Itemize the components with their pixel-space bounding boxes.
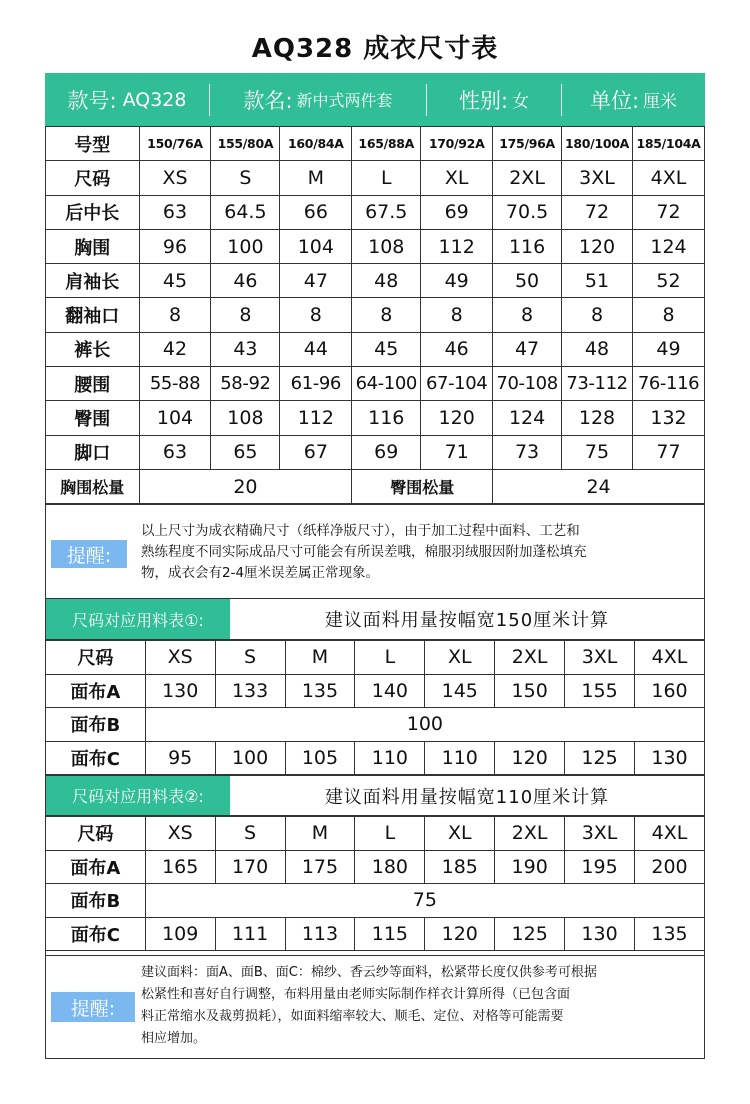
fabric-cell: 100 [215, 741, 285, 775]
size-cell: 70.5 [493, 195, 562, 229]
fabric-table-2-title: 尺码对应用料表②: [46, 776, 230, 815]
size-cell: 63 [139, 195, 211, 229]
reminder-text [141, 962, 701, 1050]
fabric-cell: 140 [355, 674, 425, 708]
size-table-row [46, 264, 705, 298]
fabric-cell: 130 [565, 917, 635, 951]
size-cell: 8 [562, 298, 633, 332]
fabric-cell: 180 [355, 850, 425, 884]
size-cell: 104 [139, 401, 211, 435]
fabric-table-2-note: 建议面料用量按幅宽110厘米计算 [324, 786, 610, 808]
reminder-line: 松紧性和喜好自行调整，布料用量由老师实际制作样衣计算所得（已包含面 [141, 987, 571, 1002]
size-cell: 3XL [565, 817, 635, 851]
chest-ease-label: 胸围松量 [46, 469, 140, 503]
size-cell: 96 [139, 229, 211, 263]
size-cell: 8 [632, 298, 704, 332]
size-cell: 112 [280, 401, 352, 435]
size-cell: M [285, 817, 355, 851]
row-label: 腰围 [46, 367, 140, 401]
page-title: AQ328 成衣尺寸表 [251, 34, 499, 64]
size-cell: 112 [421, 229, 493, 263]
fabric-cell: 110 [355, 741, 425, 775]
size-cell: 4XL [632, 161, 704, 195]
reminder-text [141, 521, 701, 584]
row-label: 肩袖长 [46, 264, 140, 298]
size-cell: 48 [352, 264, 421, 298]
size-cell: XL [421, 161, 493, 195]
hip-ease-value: 24 [493, 469, 705, 503]
size-table-row [46, 401, 705, 435]
gender-label: 性别: [458, 88, 509, 113]
size-table [45, 126, 705, 504]
size-cell: S [211, 161, 280, 195]
row-label: 面布B [46, 708, 146, 742]
row-label: 臀围 [46, 401, 140, 435]
fabric-b-row [46, 708, 705, 742]
fabric-cell: 111 [215, 917, 285, 951]
size-cell: 2XL [495, 641, 565, 675]
size-cell: 49 [632, 332, 704, 366]
fabric-cell: 120 [495, 741, 565, 775]
reminder-line: 料正常缩水及裁剪损耗），如面料缩率较大、顺毛、定位、对格等可能需要 [141, 1009, 564, 1024]
fabric-cell: 109 [145, 917, 215, 951]
unit [562, 73, 705, 126]
fabric-cell: 105 [285, 741, 355, 775]
size-table-row [46, 127, 705, 161]
size-cell: 8 [280, 298, 352, 332]
fabric-table-2-header [45, 775, 705, 816]
size-cell: 48 [562, 332, 633, 366]
size-table-row [46, 161, 705, 195]
row-label: 裤长 [46, 332, 140, 366]
reminder-line: 熟练程度不同实际成品尺寸可能会有所误差哦，棉服羽绒服因附加蓬松填充 [141, 544, 587, 560]
size-table-row [46, 195, 705, 229]
size-cell: 45 [139, 264, 211, 298]
fabric-cell: 113 [285, 917, 355, 951]
row-label: 面布A [46, 674, 146, 708]
size-cell: 120 [562, 229, 633, 263]
size-table-row [46, 229, 705, 263]
unit-value: 厘米 [643, 92, 678, 112]
size-cell: XS [145, 817, 215, 851]
size-cell: 55-88 [139, 367, 211, 401]
size-cell: 155/80A [211, 127, 280, 161]
fabric-cell: 135 [285, 674, 355, 708]
size-cell: 165/88A [352, 127, 421, 161]
size-cell: 64-100 [352, 367, 421, 401]
fabric-cell: 200 [634, 850, 704, 884]
size-cell: 124 [632, 229, 704, 263]
row-label: 胸围 [46, 229, 140, 263]
style-number-label: 款号: [67, 88, 117, 113]
size-cell: 104 [280, 229, 352, 263]
size-cell: 3XL [565, 641, 635, 675]
hip-ease-label: 臀围松量 [352, 469, 493, 503]
reminder-line: 物，成衣会有2-4厘米误差属正常现象。 [141, 565, 380, 581]
size-cell: 44 [280, 332, 352, 366]
fabric-table-1-title: 尺码对应用料表①: [46, 599, 230, 639]
size-cell: 64.5 [211, 195, 280, 229]
chest-ease-value: 20 [139, 469, 352, 503]
size-cell: 52 [632, 264, 704, 298]
row-label: 面布B [46, 884, 146, 918]
style-number [45, 73, 209, 126]
ease-row [46, 469, 705, 503]
size-cell: 72 [562, 195, 633, 229]
size-cell: 132 [632, 401, 704, 435]
size-cell: 2XL [493, 161, 562, 195]
size-cell: 8 [421, 298, 493, 332]
fabric-cell: 125 [495, 917, 565, 951]
fabric-a-row [46, 850, 705, 884]
fabric-cell: 110 [425, 741, 495, 775]
size-table-row [46, 435, 705, 469]
size-cell: 160/84A [280, 127, 352, 161]
size-cell: 2XL [495, 817, 565, 851]
size-cell: 77 [632, 435, 704, 469]
fabric-table-2 [45, 816, 705, 951]
size-cell: 47 [280, 264, 352, 298]
fabric-cell: 195 [565, 850, 635, 884]
size-cell: 116 [352, 401, 421, 435]
row-label: 后中长 [46, 195, 140, 229]
gender-value: 女 [512, 92, 530, 112]
fabric-cell: 165 [145, 850, 215, 884]
size-cell: 108 [352, 229, 421, 263]
size-cell: 4XL [634, 641, 704, 675]
fabric-c-row [46, 741, 705, 775]
row-label: 尺码 [46, 641, 146, 675]
fabric-cell: 95 [145, 741, 215, 775]
row-label: 面布A [46, 850, 146, 884]
fabric-cell: 135 [634, 917, 704, 951]
size-cell: 8 [139, 298, 211, 332]
row-label: 尺码 [46, 817, 146, 851]
size-cell: XL [425, 817, 495, 851]
fabric-cell: 133 [215, 674, 285, 708]
size-cell: M [285, 641, 355, 675]
size-cell: 124 [493, 401, 562, 435]
size-cell: M [280, 161, 352, 195]
size-cell: 4XL [634, 817, 704, 851]
size-cell: S [215, 641, 285, 675]
size-table-row [46, 298, 705, 332]
style-name-value: 新中式两件套 [296, 91, 393, 110]
size-cell: 63 [139, 435, 211, 469]
reminder-box-1 [45, 504, 705, 599]
row-label: 翻袖口 [46, 298, 140, 332]
fabric-table-1 [45, 640, 705, 775]
size-cell: 47 [493, 332, 562, 366]
size-cell: 100 [211, 229, 280, 263]
size-cell: 170/92A [421, 127, 493, 161]
size-cell: 73 [493, 435, 562, 469]
size-cell: 45 [352, 332, 421, 366]
reminder-line: 建议面料：面A、面B、面C：棉纱、香云纱等面料，松紧带长度仅供参考可根据 [141, 965, 597, 980]
fabric-cell: 150 [495, 674, 565, 708]
fabric-cell: 160 [634, 674, 704, 708]
size-cell: XS [145, 641, 215, 675]
reminder-line: 相应增加。 [141, 1031, 207, 1046]
size-cell: 3XL [562, 161, 633, 195]
row-label: 脚口 [46, 435, 140, 469]
size-cell: L [355, 817, 425, 851]
fabric-cell: 145 [425, 674, 495, 708]
size-cell: L [355, 641, 425, 675]
unit-label: 单位: [589, 88, 640, 113]
size-cell: XS [139, 161, 211, 195]
size-cell: 76-116 [632, 367, 704, 401]
size-cell: 175/96A [493, 127, 562, 161]
size-cell: 72 [632, 195, 704, 229]
size-cell: 51 [562, 264, 633, 298]
row-label: 尺码 [46, 161, 140, 195]
size-cell: 58-92 [211, 367, 280, 401]
style-name [210, 73, 426, 126]
fabric-cell: 175 [285, 850, 355, 884]
size-cell: 50 [493, 264, 562, 298]
row-label: 面布C [46, 917, 146, 951]
size-cell: 150/76A [139, 127, 211, 161]
size-cell: 49 [421, 264, 493, 298]
size-cell: 61-96 [280, 367, 352, 401]
fabric-table-1-header [45, 599, 705, 640]
size-cell: 67 [280, 435, 352, 469]
size-cell: 8 [211, 298, 280, 332]
size-cell: 46 [421, 332, 493, 366]
fabric-a-row [46, 674, 705, 708]
size-cell: 185/104A [632, 127, 704, 161]
fabric-cell: 120 [425, 917, 495, 951]
fabric-cell: 130 [145, 674, 215, 708]
fabric-cell: 125 [565, 741, 635, 775]
size-cell: 116 [493, 229, 562, 263]
size-cell: 43 [211, 332, 280, 366]
fabric-cell: 130 [634, 741, 704, 775]
size-cell: 120 [421, 401, 493, 435]
style-name-label: 款名: [243, 88, 293, 113]
fabric-cell: 185 [425, 850, 495, 884]
size-cell: XL [425, 641, 495, 675]
size-cell: 67-104 [421, 367, 493, 401]
size-cell: L [352, 161, 421, 195]
gender [427, 73, 561, 126]
fabric-cell: 170 [215, 850, 285, 884]
fabric-c-row [46, 917, 705, 951]
size-cell: 46 [211, 264, 280, 298]
size-cell: 69 [352, 435, 421, 469]
fabric-b-row [46, 884, 705, 918]
fabric-size-row [46, 817, 705, 851]
header-bar [45, 73, 705, 126]
fabric-cell: 155 [565, 674, 635, 708]
size-cell: 8 [352, 298, 421, 332]
style-number-value: AQ328 [122, 88, 187, 111]
size-cell: 73-112 [562, 367, 633, 401]
size-cell: 180/100A [562, 127, 633, 161]
row-label: 面布C [46, 741, 146, 775]
size-cell: 108 [211, 401, 280, 435]
size-table-row [46, 367, 705, 401]
size-cell: 71 [421, 435, 493, 469]
size-cell: 8 [493, 298, 562, 332]
size-cell: 66 [280, 195, 352, 229]
size-cell: 128 [562, 401, 633, 435]
reminder-line: 以上尺寸为成衣精确尺寸（纸样净版尺寸），由于加工过程中面料、工艺和 [141, 523, 580, 539]
size-cell: 42 [139, 332, 211, 366]
size-cell: 65 [211, 435, 280, 469]
row-label: 号型 [46, 127, 140, 161]
fabric-cell: 75 [145, 884, 704, 918]
reminder-badge: 提醒: [51, 540, 127, 568]
size-table-row [46, 332, 705, 366]
size-cell: S [215, 817, 285, 851]
size-cell: 67.5 [352, 195, 421, 229]
fabric-cell: 115 [355, 917, 425, 951]
reminder-box-2 [45, 955, 705, 1059]
fabric-cell: 100 [145, 708, 704, 742]
fabric-size-row [46, 641, 705, 675]
size-cell: 75 [562, 435, 633, 469]
reminder-badge: 提醒: [51, 992, 135, 1022]
size-cell: 70-108 [493, 367, 562, 401]
size-cell: 69 [421, 195, 493, 229]
fabric-table-1-note: 建议面料用量按幅宽150厘米计算 [324, 610, 610, 631]
fabric-cell: 190 [495, 850, 565, 884]
